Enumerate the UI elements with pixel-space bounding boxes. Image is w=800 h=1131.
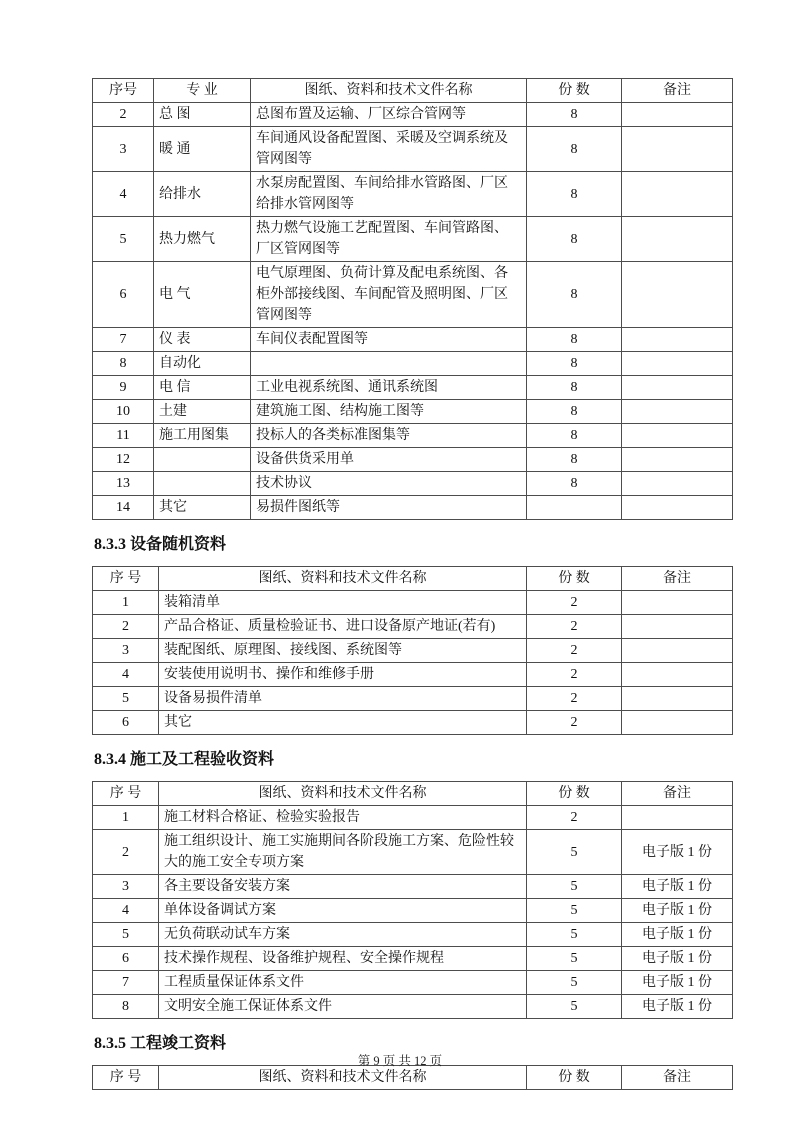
table-cell: 2 (527, 687, 622, 711)
table-cell: 7 (93, 971, 159, 995)
table-cell: 施工用图集 (154, 424, 251, 448)
table-cell: 8 (93, 995, 159, 1019)
table-cell (622, 663, 733, 687)
table-cell: 技术操作规程、设备维护规程、安全操作规程 (159, 947, 527, 971)
column-header: 图纸、资料和技术文件名称 (251, 79, 527, 103)
table-cell: 设备供货采用单 (251, 448, 527, 472)
table-row (93, 806, 733, 830)
table-cell (622, 127, 733, 172)
table-cell: 8 (527, 424, 622, 448)
column-header: 备注 (622, 79, 733, 103)
construction-acceptance-docs-table (92, 781, 733, 1019)
table-cell: 文明安全施工保证体系文件 (159, 995, 527, 1019)
table-cell: 6 (93, 947, 159, 971)
table-row (93, 217, 733, 262)
table-cell: 暖 通 (154, 127, 251, 172)
table-cell: 建筑施工图、结构施工图等 (251, 400, 527, 424)
table-cell: 5 (527, 875, 622, 899)
table-row (93, 971, 733, 995)
table-cell: 3 (93, 639, 159, 663)
table-cell: 8 (527, 172, 622, 217)
table-cell: 5 (527, 947, 622, 971)
table-cell: 5 (527, 971, 622, 995)
table-row (93, 448, 733, 472)
table-row (93, 711, 733, 735)
table-cell: 施工组织设计、施工实施期间各阶段施工方案、危险性较大的施工安全专项方案 (159, 830, 527, 875)
table-cell (622, 262, 733, 328)
column-header: 份 数 (527, 567, 622, 591)
table-cell: 6 (93, 711, 159, 735)
table-cell (622, 472, 733, 496)
table-cell: 8 (527, 217, 622, 262)
table-cell: 易损件图纸等 (251, 496, 527, 520)
table-row (93, 923, 733, 947)
column-header: 备注 (622, 782, 733, 806)
table-cell: 车间通风设备配置图、采暖及空调系统及管网图等 (251, 127, 527, 172)
table-cell: 热力燃气设施工艺配置图、车间管路图、厂区管网图等 (251, 217, 527, 262)
table-cell: 8 (527, 352, 622, 376)
table-cell (622, 591, 733, 615)
table-row (93, 639, 733, 663)
table-row (93, 400, 733, 424)
table-cell: 2 (527, 663, 622, 687)
table-row (93, 663, 733, 687)
table-cell (622, 172, 733, 217)
table-cell: 给排水 (154, 172, 251, 217)
table-cell: 电子版 1 份 (622, 923, 733, 947)
equipment-random-docs-table (92, 566, 733, 735)
table-cell (622, 448, 733, 472)
table-cell: 其它 (154, 496, 251, 520)
table-cell: 电子版 1 份 (622, 899, 733, 923)
table-cell: 5 (93, 687, 159, 711)
table-cell (622, 424, 733, 448)
table-cell: 3 (93, 127, 154, 172)
table-cell: 8 (527, 376, 622, 400)
table-cell: 投标人的各类标准图集等 (251, 424, 527, 448)
table-cell: 技术协议 (251, 472, 527, 496)
table-cell: 设备易损件清单 (159, 687, 527, 711)
table-cell (622, 639, 733, 663)
table-header-row (93, 79, 733, 103)
table-row (93, 591, 733, 615)
table-cell: 产品合格证、质量检验证书、进口设备原产地证(若有) (159, 615, 527, 639)
column-header: 图纸、资料和技术文件名称 (159, 1066, 527, 1090)
table-cell: 电子版 1 份 (622, 830, 733, 875)
table-cell (622, 352, 733, 376)
table-row (93, 496, 733, 520)
table-cell (154, 448, 251, 472)
table-cell: 仪 表 (154, 328, 251, 352)
table-cell: 13 (93, 472, 154, 496)
table-cell: 2 (527, 711, 622, 735)
table-cell: 14 (93, 496, 154, 520)
table-cell: 11 (93, 424, 154, 448)
table-cell: 1 (93, 806, 159, 830)
column-header: 序 号 (93, 782, 159, 806)
table-cell: 土建 (154, 400, 251, 424)
table-cell: 自动化 (154, 352, 251, 376)
table-cell: 5 (93, 217, 154, 262)
column-header: 序 号 (93, 567, 159, 591)
table-cell: 装配图纸、原理图、接线图、系统图等 (159, 639, 527, 663)
table-cell (622, 711, 733, 735)
table-cell: 热力燃气 (154, 217, 251, 262)
table-cell: 2 (93, 103, 154, 127)
table-cell (622, 376, 733, 400)
column-header: 份 数 (527, 79, 622, 103)
table-cell: 10 (93, 400, 154, 424)
table-row (93, 995, 733, 1019)
table-cell: 2 (527, 615, 622, 639)
table-cell: 总图布置及运输、厂区综合管网等 (251, 103, 527, 127)
column-header: 备注 (622, 1066, 733, 1090)
table-cell: 电子版 1 份 (622, 995, 733, 1019)
table-cell: 电子版 1 份 (622, 875, 733, 899)
table-cell: 6 (93, 262, 154, 328)
table-header-row (93, 567, 733, 591)
page-footer: 第 9 页 共 12 页 (357, 1054, 443, 1068)
table-cell: 无负荷联动试车方案 (159, 923, 527, 947)
table-row (93, 262, 733, 328)
table-row (93, 424, 733, 448)
table-cell: 7 (93, 328, 154, 352)
table-cell: 1 (93, 591, 159, 615)
table-cell: 5 (527, 899, 622, 923)
column-header: 专 业 (154, 79, 251, 103)
table-cell: 5 (527, 995, 622, 1019)
table-cell (622, 328, 733, 352)
table-cell: 其它 (159, 711, 527, 735)
section-heading-835: 8.3.5 工程竣工资料 (94, 1035, 227, 1052)
table-cell (622, 217, 733, 262)
table-cell: 2 (527, 591, 622, 615)
table-header-row (93, 782, 733, 806)
table-cell: 单体设备调试方案 (159, 899, 527, 923)
column-header: 份 数 (527, 782, 622, 806)
column-header: 序号 (93, 79, 154, 103)
table-cell: 4 (93, 663, 159, 687)
table-cell: 安装使用说明书、操作和维修手册 (159, 663, 527, 687)
table-row (93, 172, 733, 217)
table-header-row (93, 1066, 733, 1090)
table-cell: 5 (527, 923, 622, 947)
table-cell (622, 400, 733, 424)
table-row (93, 875, 733, 899)
column-header: 图纸、资料和技术文件名称 (159, 567, 527, 591)
table-cell (622, 615, 733, 639)
column-header: 备注 (622, 567, 733, 591)
table-cell: 8 (527, 262, 622, 328)
table-row (93, 615, 733, 639)
table-cell: 2 (527, 639, 622, 663)
table-cell: 电 气 (154, 262, 251, 328)
table-row (93, 376, 733, 400)
table-cell: 8 (527, 448, 622, 472)
table-cell: 施工材料合格证、检验实验报告 (159, 806, 527, 830)
table-cell: 各主要设备安装方案 (159, 875, 527, 899)
table-cell: 4 (93, 172, 154, 217)
table-cell (622, 687, 733, 711)
section-heading-834: 8.3.4 施工及工程验收资料 (94, 751, 275, 768)
table-cell: 8 (527, 127, 622, 172)
table-cell: 2 (93, 830, 159, 875)
table-cell: 8 (93, 352, 154, 376)
table-cell: 总 图 (154, 103, 251, 127)
table-cell: 工业电视系统图、通讯系统图 (251, 376, 527, 400)
table-row (93, 830, 733, 875)
table-row (93, 352, 733, 376)
deliverable-drawings-table (92, 78, 733, 520)
table-cell (622, 103, 733, 127)
table-cell: 电子版 1 份 (622, 947, 733, 971)
table-cell: 2 (527, 806, 622, 830)
table-row (93, 103, 733, 127)
table-cell: 9 (93, 376, 154, 400)
column-header: 序 号 (93, 1066, 159, 1090)
table-cell: 电子版 1 份 (622, 971, 733, 995)
table-row (93, 687, 733, 711)
table-cell (622, 496, 733, 520)
table-row (93, 127, 733, 172)
table-cell: 电 信 (154, 376, 251, 400)
table-row (93, 328, 733, 352)
table-row (93, 899, 733, 923)
table-cell: 4 (93, 899, 159, 923)
table-cell: 工程质量保证体系文件 (159, 971, 527, 995)
table-cell: 3 (93, 875, 159, 899)
column-header: 份 数 (527, 1066, 622, 1090)
table-row (93, 472, 733, 496)
table-cell (527, 496, 622, 520)
table-cell (622, 806, 733, 830)
table-cell: 水泵房配置图、车间给排水管路图、厂区给排水管网图等 (251, 172, 527, 217)
table-cell: 8 (527, 328, 622, 352)
section-heading-833: 8.3.3 设备随机资料 (94, 536, 227, 553)
table-cell (154, 472, 251, 496)
table-cell: 8 (527, 400, 622, 424)
table-cell: 5 (527, 830, 622, 875)
column-header: 图纸、资料和技术文件名称 (159, 782, 527, 806)
table-cell: 车间仪表配置图等 (251, 328, 527, 352)
table-cell (251, 352, 527, 376)
table-cell: 5 (93, 923, 159, 947)
table-cell: 8 (527, 103, 622, 127)
table-cell: 装箱清单 (159, 591, 527, 615)
table-row (93, 947, 733, 971)
table-cell: 12 (93, 448, 154, 472)
table-cell: 电气原理图、负荷计算及配电系统图、各柜外部接线图、车间配管及照明图、厂区管网图等 (251, 262, 527, 328)
table-cell: 2 (93, 615, 159, 639)
document-content (92, 78, 732, 1090)
table-cell: 8 (527, 472, 622, 496)
